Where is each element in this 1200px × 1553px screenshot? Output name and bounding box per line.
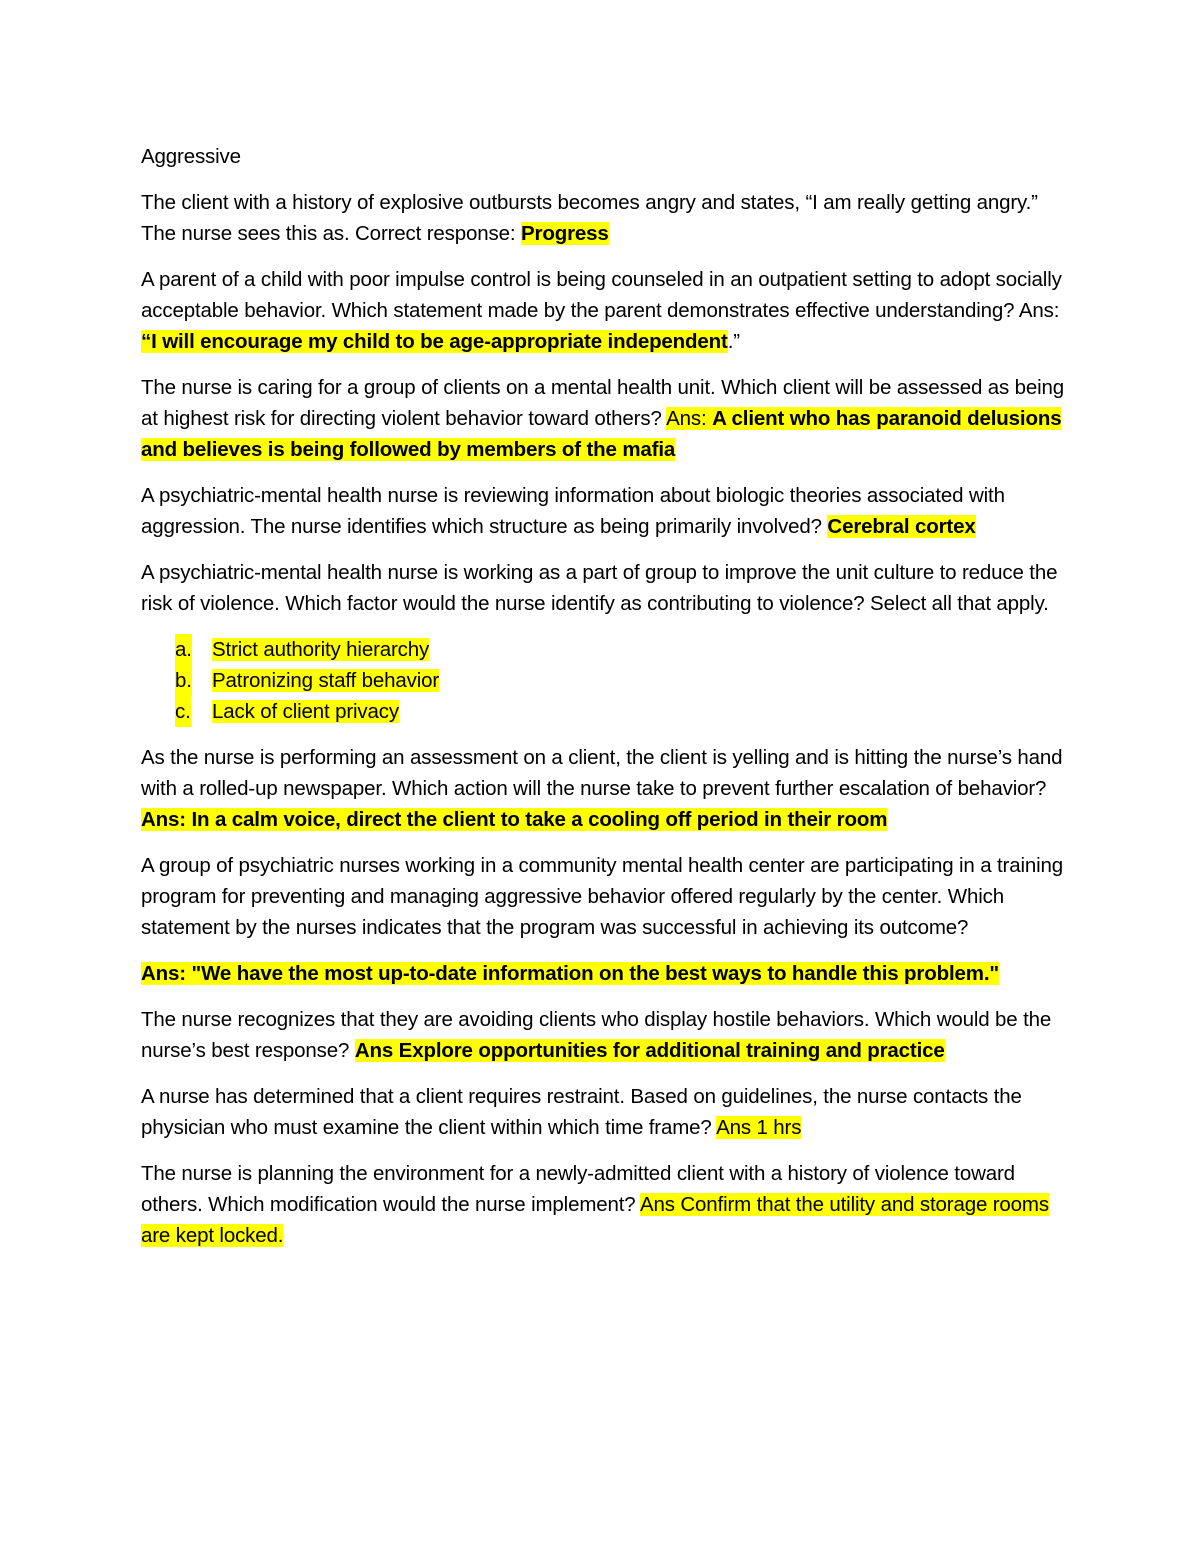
- question-6-text: As the nurse is performing an assessment on a client, the client is yelling and is hitting the nurse’s hand with a rolled-up newspaper. Which action will the nurse take to prevent further escalation of behavior?: [141, 746, 1063, 800]
- question-7: [141, 850, 1066, 943]
- question-3-answer-prefix: Ans:: [666, 407, 713, 430]
- question-8-text: The nurse recognizes that they are avoiding clients who display hostile behaviors. Which would be the nurse’s best response?: [141, 1008, 1052, 1062]
- question-4-answer: Cerebral cortex: [827, 515, 976, 538]
- question-1-answer: Progress: [520, 222, 609, 245]
- option-letter: b.: [175, 665, 192, 696]
- question-9: [141, 1081, 1066, 1143]
- question-9-text: A nurse has determined that a client requires restraint. Based on guidelines, the nurse contacts the physician who must examine the client within which time frame?: [141, 1085, 1022, 1139]
- question-8: [141, 1004, 1066, 1066]
- option-text: Strict authority hierarchy: [212, 638, 430, 661]
- question-10: [141, 1158, 1066, 1251]
- question-3-text: The nurse is caring for a group of clients on a mental health unit. Which client will be assessed as being at highest risk for directing violent behavior toward others?: [141, 376, 1065, 430]
- question-2-answer: “I will encourage my child to be age-appropriate independent: [141, 330, 728, 353]
- question-5: [141, 557, 1066, 619]
- question-7-text: A group of psychiatric nurses working in a community mental health center are participating in a training program for preventing and managing aggressive behavior offered regularly by the center. Which statement by the nurses indicates that the program was successful in achieving its outcome?: [141, 854, 1064, 939]
- question-2-text: A parent of a child with poor impulse control is being counseled in an outpatient setting to adopt socially acceptable behavior. Which statement made by the parent demonstrates effective understanding? Ans:: [141, 268, 1062, 322]
- option-text: Lack of client privacy: [212, 700, 399, 723]
- question-10-text: The nurse is planning the environment for a newly-admitted client with a history of violence toward others. Which modification would the nurse implement?: [141, 1162, 1015, 1216]
- question-9-answer: Ans 1 hrs: [716, 1116, 802, 1139]
- question-10-answer: Ans Confirm that the utility and storage rooms are kept locked.: [141, 1193, 1049, 1247]
- question-8-answer: Ans Explore opportunities for additional training and practice: [354, 1039, 945, 1062]
- document-body: [141, 141, 1066, 1266]
- question-4: [141, 480, 1066, 542]
- option-text: Patronizing staff behavior: [212, 669, 440, 692]
- question-6: [141, 742, 1066, 835]
- option-item: [141, 665, 1066, 696]
- question-6-answer: Ans: In a calm voice, direct the client to take a cooling off period in their room: [141, 808, 888, 831]
- question-2-trailing: .”: [727, 330, 740, 353]
- question-3-answer: A client who has paranoid delusions and believes is being followed by members of the mafia: [141, 407, 1062, 461]
- option-letter: a.: [175, 634, 192, 665]
- question-5-text: A psychiatric-mental health nurse is working as a part of group to improve the unit culture to reduce the risk of violence. Which factor would the nurse identify as contributing to violence? Select all that apply.: [141, 561, 1058, 615]
- page-heading: Aggressive: [141, 145, 241, 168]
- option-item: [141, 634, 1066, 665]
- question-3: [141, 372, 1066, 465]
- option-item: [141, 696, 1066, 727]
- question-4-text: A psychiatric-mental health nurse is reviewing information about biologic theories associated with aggression. The nurse identifies which structure as being primarily involved?: [141, 484, 1005, 538]
- question-7-answer-line: [141, 958, 1066, 989]
- question-2: [141, 264, 1066, 357]
- question-5-options: [141, 634, 1066, 727]
- question-1: [141, 187, 1066, 249]
- option-letter: c.: [175, 696, 191, 727]
- question-7-answer: Ans: "We have the most up-to-date information on the best ways to handle this problem.": [141, 962, 999, 985]
- question-1-text: The client with a history of explosive outbursts becomes angry and states, “I am really getting angry.” The nurse sees this as. Correct response:: [141, 191, 1038, 245]
